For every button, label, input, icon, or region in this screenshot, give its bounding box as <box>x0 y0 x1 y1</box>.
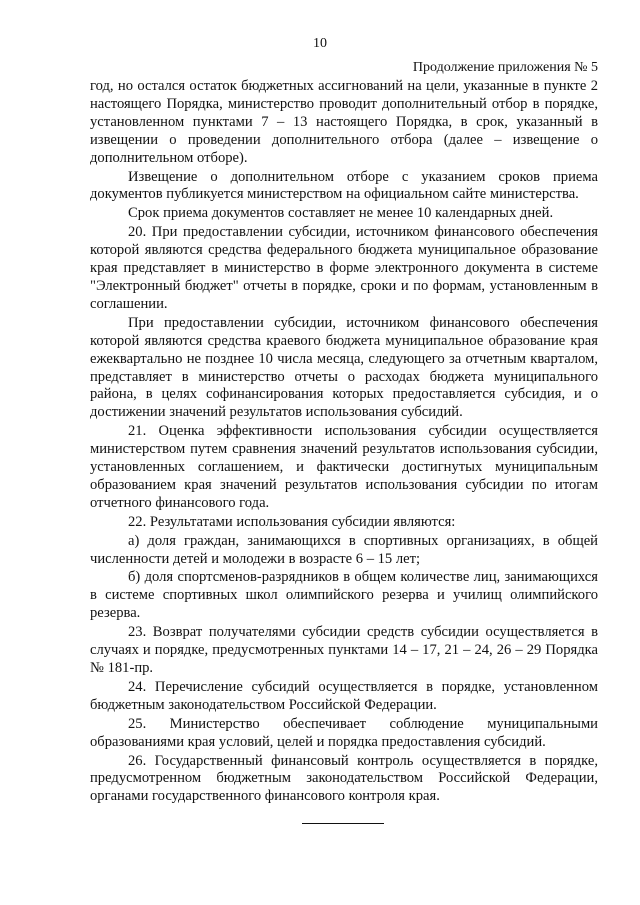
paragraph-item-22: 22. Результатами использования субсидии являются: <box>128 513 456 530</box>
paragraph-item-20: 20. При предоставлении субсидии, источником финансового обеспечения которой являются средства федерального бюджета муниципальное образование края представляет в министерство в форме электронного документа в системе "Электронный бюджет" отчеты в порядке, сроки и по формам, установленным в соглашении. <box>90 224 598 312</box>
paragraph-continuation: год, но остался остаток бюджетных ассигнований на цели, указанные в пункте 2 настоящего Порядка, министерство проводит дополнительный отбор в порядке, установленном пунктами 7 – 13 настоящего Порядка, в срок, указанный в извещении о проведении дополнительного отбора (далее – извещение о дополнительном отборе). <box>90 78 598 166</box>
document-body <box>90 78 598 806</box>
paragraph-item-21: 21. Оценка эффективности использования субсидии осуществляется министерством путем сравнения значений результатов использования субсидии, установленных соглашением, и фактически достигнутых муниципальным образованием края значений результатов использования субсидии по итогам отчетного финансового года. <box>90 423 598 511</box>
page-number: 10 <box>313 36 327 51</box>
paragraph-item-22a: а) доля граждан, занимающихся в спортивных организациях, в общей численности детей и молодежи в возрасте 6 – 15 лет; <box>90 532 598 567</box>
paragraph-notice: Извещение о дополнительном отборе с указанием сроков приема документов публикуется министерством на официальном сайте министерства. <box>90 168 598 203</box>
paragraph-item-22b: б) доля спортсменов-разрядников в общем количестве лиц, занимающихся в системе спортивных школ олимпийского резерва и училищ олимпийского резерва. <box>90 569 598 622</box>
paragraph-deadline: Срок приема документов составляет не менее 10 календарных дней. <box>128 205 554 222</box>
end-divider <box>302 823 384 824</box>
paragraph-item-24: 24. Перечисление субсидий осуществляется в порядке, установленном бюджетным законодательством Российской Федерации. <box>90 678 598 713</box>
paragraph-item-26: 26. Государственный финансовый контроль осуществляется в порядке, предусмотренном бюджетным законодательством Российской Федерации, органами государственного финансового контроля края. <box>90 752 598 805</box>
paragraph-item-25: 25. Министерство обеспечивает соблюдение муниципальными образованиями края условий, целей и порядка предоставления субсидий. <box>90 715 598 750</box>
appendix-note: Продолжение приложения № 5 <box>412 60 598 75</box>
paragraph-regional-budget: При предоставлении субсидии, источником финансового обеспечения которой являются средства краевого бюджета муниципальное образование края ежеквартально не позднее 10 числа месяца, следующего за отчетным кварталом, представляет в министерство отчеты о расходах бюджета муниципального района, в целях софинансирования которых предоставляется субсидия, и о достижении значений результатов использования субсидий. <box>90 314 598 421</box>
paragraph-item-23: 23. Возврат получателями субсидии средств субсидии осуществляется в случаях и порядке, предусмотренных пунктами 14 – 17, 21 – 24, 26 – 29 Порядка № 181-пр. <box>90 624 598 676</box>
